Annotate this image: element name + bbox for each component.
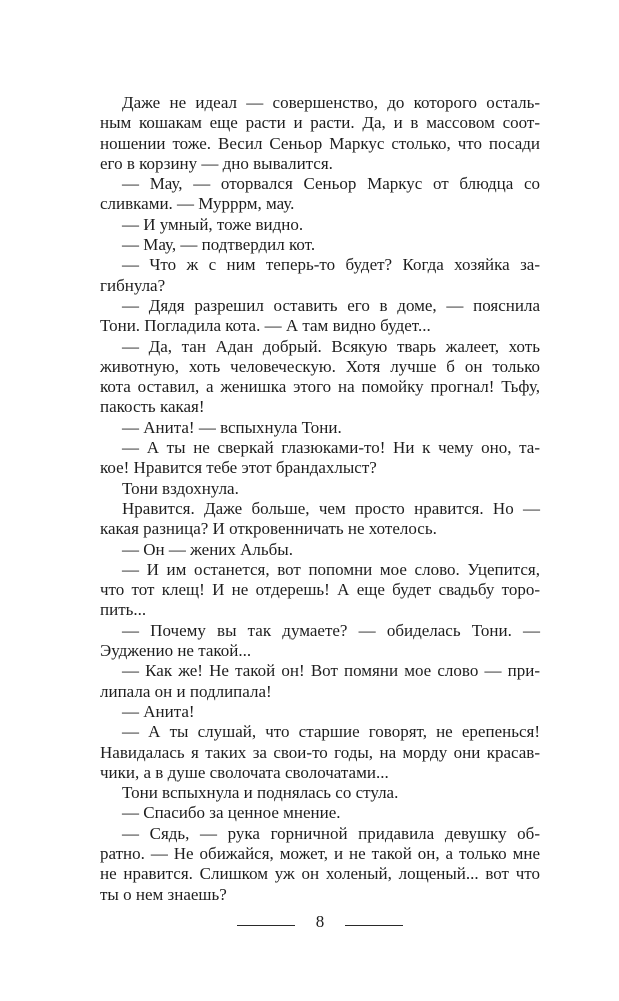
text-line: что тот клещ! И не отдерешь! А еще будет свадьбу торо- (100, 580, 540, 600)
text-line: — И им останется, вот попомни мое слово. Уцепится, (122, 559, 540, 579)
footer-rule-left (237, 925, 295, 926)
paragraph (100, 215, 540, 235)
text-line: чики, а в душе сволочата сволочатами... (100, 762, 389, 782)
text-line: — Мау, — оторвался Сеньор Маркус от блюдца со (122, 174, 540, 194)
text-line: Тони вспыхнула и поднялась со стула. (122, 783, 399, 803)
text-line: Нравится. Даже больше, чем просто нравится. Но — (122, 498, 540, 518)
footer-rule-right (345, 925, 403, 926)
text-line: пакость какая! (100, 397, 205, 417)
paragraph (100, 499, 540, 540)
page-number: 8 (315, 912, 325, 931)
paragraph (100, 337, 540, 418)
text-line: — Да, тан Адан добрый. Всякую тварь жалеет, хоть (122, 336, 540, 356)
text-line: — Почему вы так думаете? — обиделась Тони. — (122, 620, 540, 640)
text-body (100, 93, 540, 905)
text-line: ратно. — Не обижайся, может, и не такой он, а только мне (100, 843, 540, 863)
paragraph (100, 438, 540, 479)
text-line: — Анита! — вспыхнула Тони. (122, 417, 342, 437)
paragraph (100, 540, 540, 560)
text-line: — Мау, — подтвердил кот. (122, 235, 316, 255)
paragraph (100, 560, 540, 621)
text-line: кое! Нравится тебе этот брандахлыст? (100, 458, 377, 478)
text-line: липала он и подлипала! (100, 681, 272, 701)
text-line: кота оставил, а женишка этого на помойку прогнал! Тьфу, (100, 377, 540, 397)
text-line: Даже не идеал — совершенство, до которого осталь- (122, 93, 540, 112)
text-line: — Спасибо за ценное мнение. (122, 803, 341, 823)
text-line: Тони вздохнула. (122, 478, 239, 498)
text-line: пить... (100, 600, 147, 620)
text-line: не нравится. Слишком уж он холеный, лощеный... вот что (100, 864, 540, 884)
text-line: Навидалась я таких за свои-то годы, на морду они красав- (100, 742, 540, 762)
text-line: Эудженио не такой... (100, 641, 252, 661)
text-line: — Как же! Не такой он! Вот помяни мое слово — при- (122, 661, 540, 681)
paragraph (100, 235, 540, 255)
text-line: какая разница? И откровенничать не хотелось. (100, 519, 437, 539)
text-line: — А ты слушай, что старшие говорят, не ерепенься! (122, 722, 540, 742)
text-line: ношении тоже. Весил Сеньор Маркус столько, что посади (100, 133, 540, 153)
paragraph (100, 418, 540, 438)
text-line: сливками. — Мурррм, мау. (100, 194, 295, 214)
paragraph (100, 824, 540, 905)
text-line: — Сядь, — рука горничной придавила девушку об- (122, 823, 540, 843)
text-line: гибнула? (100, 275, 166, 295)
text-line: ты о нем знаешь? (100, 884, 227, 904)
paragraph (100, 296, 540, 337)
text-line: — А ты не сверкай глазюками-то! Ни к чему оно, та- (122, 438, 540, 458)
paragraph (100, 174, 540, 215)
paragraph (100, 661, 540, 702)
page-footer (100, 911, 540, 933)
text-line: Тони. Погладила кота. — А там видно будет... (100, 316, 431, 336)
text-line: животную, хоть человеческую. Хотя лучше б он только (100, 356, 540, 376)
paragraph (100, 783, 540, 803)
paragraph (100, 803, 540, 823)
text-line: — И умный, тоже видно. (122, 214, 304, 234)
text-line: ным кошакам еще расти и расти. Да, и в массовом соот- (100, 113, 540, 133)
paragraph (100, 621, 540, 662)
paragraph (100, 702, 540, 722)
text-line: — Дядя разрешил оставить его в доме, — пояснила (122, 295, 540, 315)
text-line: — Анита! (122, 701, 195, 721)
paragraph (100, 255, 540, 296)
text-line: его в корзину — дно вывалится. (100, 153, 333, 173)
text-line: — Что ж с ним теперь-то будет? Когда хозяйка за- (122, 255, 540, 275)
paragraph (100, 93, 540, 174)
paragraph (100, 722, 540, 783)
text-line: — Он — жених Альбы. (122, 539, 293, 559)
paragraph (100, 479, 540, 499)
